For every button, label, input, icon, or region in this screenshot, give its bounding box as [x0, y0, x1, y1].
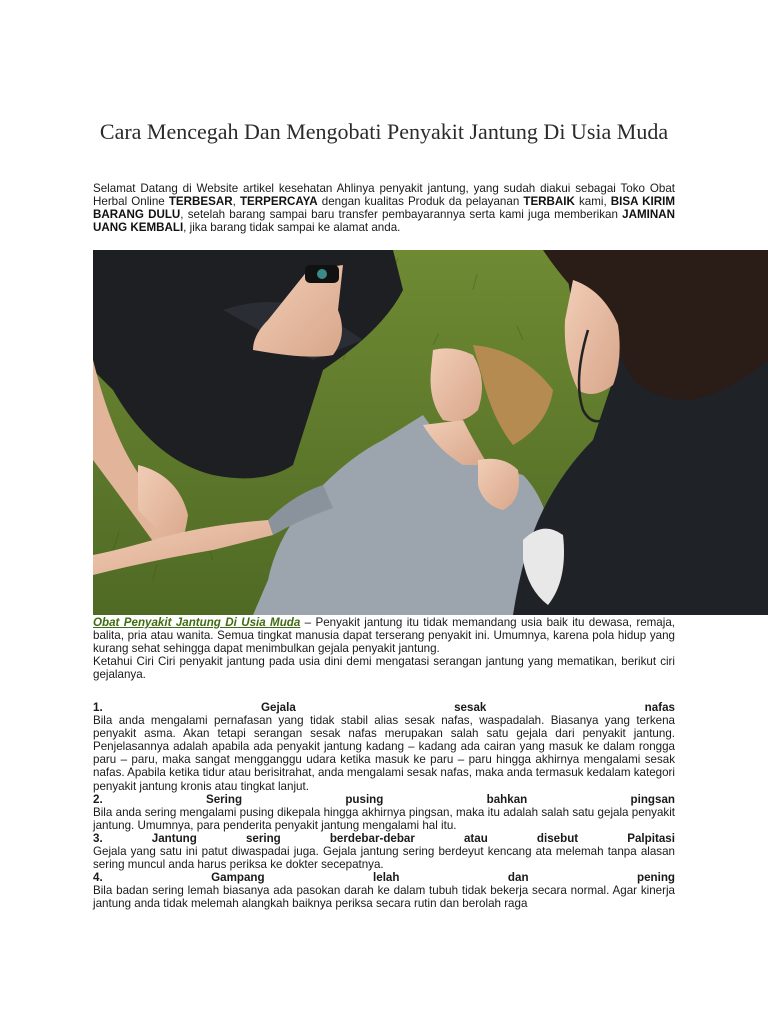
article-paragraph-1: – Penyakit jantung itu tidak memandang usia baik itu dewasa, remaja, balita, pria atau wanita. Semua tingkat manusia dapat terserang penyakit ini. Umumnya, karena pola hidup yang kurang sehat sehingga dapat menimbulkan gejala penyakit jantung.	[93, 616, 676, 656]
intro-bold-kirim: BISA KIRIM BARANG DULU	[93, 195, 675, 222]
heading-word: 2.	[93, 792, 103, 806]
heading-word: nafas	[644, 701, 675, 714]
symptom-list	[93, 701, 675, 911]
intro-text-2: ,	[232, 195, 240, 209]
intro-paragraph	[93, 182, 675, 234]
intro-bold-terbesar: TERBESAR	[168, 195, 233, 209]
heading-word: pingsan	[630, 792, 675, 806]
article-paragraph-2: Ketahui Ciri Ciri penyakit jantung pada usia dini demi mengatasi serangan jantung yang mematikan, berikut ciri gejalanya.	[93, 655, 675, 682]
patient-face	[431, 348, 483, 421]
article-link[interactable]: Obat Penyakit Jantung Di Usia Muda	[93, 616, 301, 629]
photo-first-aid	[93, 250, 768, 615]
heading-word: sering	[245, 831, 281, 845]
intro-text-5: , setelah barang sampai baru transfer pembayarannya serta kami juga memberikan	[180, 208, 623, 222]
symptom-text-2: Bila anda sering mengalami pusing dikepala hingga akhirnya pingsan, maka itu adalah salah satu gejala penyakit jantung. Umumnya, para penderita penyakit jantung mengalami hal itu.	[93, 805, 675, 832]
heading-word: 3.	[93, 831, 103, 845]
heading-word: 1.	[93, 701, 103, 714]
intro-bold-terpercaya: TERPERCAYA	[239, 195, 318, 209]
symptom-heading-3	[93, 832, 675, 845]
intro-text-4: kami,	[574, 195, 611, 209]
heading-word: Palpitasi	[627, 831, 675, 845]
heading-word: lelah	[373, 871, 400, 885]
heading-word: bahkan	[486, 792, 528, 806]
heading-word: pusing	[345, 792, 384, 806]
symptom-heading-1	[93, 701, 675, 714]
heading-word: disebut	[536, 831, 579, 845]
heading-word: Jantung	[151, 831, 197, 845]
heading-word: Gejala	[260, 701, 296, 714]
intro-text-3: dengan kualitas Produk da pelayanan	[317, 195, 524, 209]
symptom-text-1: Bila anda mengalami pernafasan yang tidak stabil alias sesak nafas, waspadalah. Biasanya yang terkena penyakit asma. Akan tetapi serangan sesak nafas merupakan salah satu gejala dari penyakit jantung. Penjelasannya adalah apabila ada penyakit jantung kadang – kadang ada cairan yang masuk ke dalam rongga paru – paru, maka sangat mengganggu udara ketika masuk ke paru – paru hingga akhirnya mengalami sesak nafas. Apabila ketika tidur atau berisitrahat, anda mengalami sesak nafas, maka anda termasuk kedalam kategori penyakit jantung kronis atau tingkat lanjut.	[93, 714, 675, 793]
article-intro	[93, 616, 675, 681]
symptom-text-4: Bila badan sering lemah biasanya ada pasokan darah ke dalam tubuh tidak bekerja secara normal. Agar kinerja jantung anda tidak melemah alangkah baiknya periksa secara rutin dan berolah raga	[93, 884, 675, 911]
heading-word: Sering	[205, 792, 243, 806]
heading-word: atau	[463, 831, 488, 845]
heading-word: 4.	[93, 871, 103, 885]
intro-bold-terbaik: TERBAIK	[523, 195, 575, 209]
intro-bold-jaminan: JAMINAN UANG KEMBALI	[93, 208, 675, 235]
heading-word: sesak	[454, 701, 487, 714]
heading-word: berdebar-debar	[329, 831, 415, 845]
heading-word: pening	[637, 871, 675, 885]
watch-face	[317, 269, 327, 279]
page-title: Cara Mencegah Dan Mengobati Penyakit Jantung Di Usia Muda	[99, 119, 669, 144]
intro-text-1: Selamat Datang di Website artikel kesehatan Ahlinya penyakit jantung, yang sudah diakui sebagai Toko Obat Herbal Online	[93, 182, 675, 209]
symptom-text-3: Gejala yang satu ini patut diwaspadai juga. Gejala jantung sering berdeyut kencang ata melemah tanpa alasan sering muncul anda harus periksa ke dokter secepatnya.	[93, 845, 675, 872]
heading-word: Gampang	[211, 871, 265, 885]
intro-text-6: , jika barang tidak sampai ke alamat anda.	[183, 221, 401, 235]
heading-word: dan	[507, 871, 529, 885]
symptom-heading-4	[93, 871, 675, 884]
symptom-heading-2	[93, 793, 675, 806]
